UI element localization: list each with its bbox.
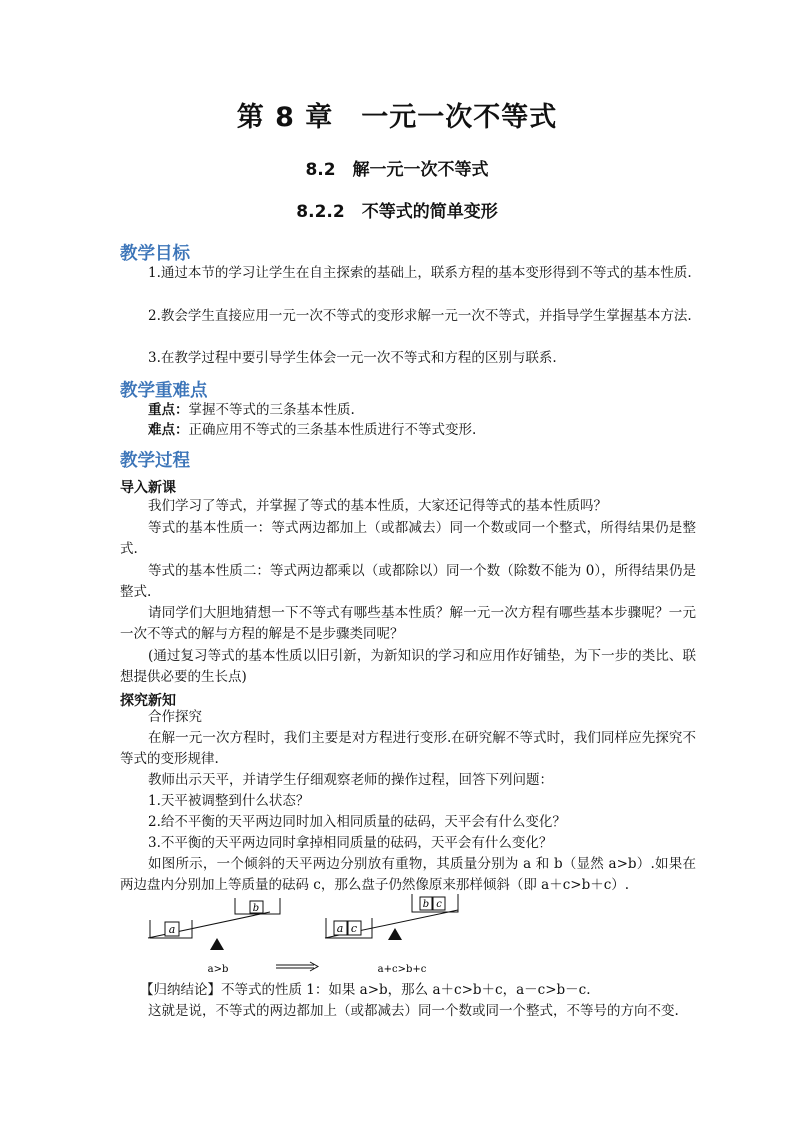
intro-paragraph: 我们学习了等式，并掌握了等式的基本性质，大家还记得等式的基本性质吗？ — [148, 498, 607, 514]
objective-item: 1.通过本节的学习让学生在自主探索的基础上，联系方程的基本变形得到不等式的基本性质. — [148, 265, 692, 281]
balance-left — [148, 898, 280, 975]
key-point-label: 重点： — [148, 402, 189, 418]
figure-paragraph: 如图所示，一个倾斜的天平两边分别放有重物，其质量分别为 a 和 b（显然 a>b）.如果在两边盘内分别加上等质量的砝码 c，那么盘子仍然像原来那样倾斜（即 a＋c>b＋c）. — [120, 856, 696, 893]
objective-item: 2.教会学生直接应用一元一次不等式的变形求解一元一次不等式，并指导学生掌握基本方法. — [148, 308, 692, 324]
chapter-title: 第 8 章 一元一次不等式 — [236, 102, 558, 133]
weight-c-label: c — [350, 922, 358, 935]
intro-paragraph: (通过复习等式的基本性质以旧引新，为新知识的学习和应用作好铺垫，为下一步的类比、联想提供必要的生长点) — [120, 648, 696, 685]
left-caption: a>b — [207, 964, 229, 975]
intro-paragraph: 等式的基本性质一：等式两边都加上（或都减去）同一个数或同一个整式，所得结果仍是整式. — [120, 520, 696, 557]
weight-a-label: a — [168, 923, 176, 936]
weight-b-label: b — [422, 899, 430, 910]
conclusion-line: 【归纳结论】不等式的性质 1：如果 a>b，那么 a＋c>b＋c，a－c>b－c. — [140, 982, 591, 998]
weight-b-label: b — [252, 903, 260, 914]
explore-paragraph: 教师出示天平，并请学生仔细观察老师的操作过程，回答下列问题： — [148, 772, 553, 788]
weight-c-label: c — [436, 899, 442, 910]
key-points-heading: 教学重难点 — [120, 381, 208, 401]
key-point-text: 掌握不等式的三条基本性质. — [188, 402, 355, 418]
subsection-title: 8.2.2 不等式的简单变形 — [296, 202, 498, 222]
explore-subheading: 合作探究 — [148, 709, 202, 725]
explore-paragraph: 在解一元一次方程时，我们主要是对方程进行变形.在研究解不等式时，我们同样应先探究不等式的变形规律. — [120, 730, 696, 767]
transition-arrow — [276, 962, 318, 971]
right-caption: a+c>b+c — [377, 964, 427, 975]
summary-line: 这就是说，不等式的两边都加上（或都减去）同一个数或同一个整式，不等号的方向不变. — [148, 1003, 679, 1019]
key-point-line — [148, 400, 355, 421]
process-heading: 教学过程 — [120, 451, 190, 471]
objective-item: 3.在教学过程中要引导学生体会一元一次不等式和方程的区别与联系. — [148, 350, 557, 366]
intro-heading: 导入新课 — [120, 480, 176, 496]
intro-paragraph: 等式的基本性质二：等式两边都乘以（或都除以）同一个数（除数不能为 0），所得结果仍是整式. — [120, 563, 696, 600]
intro-paragraph: 请同学们大胆地猜想一下不等式有哪些基本性质？解一元一次方程有哪些基本步骤呢？一元一次不等式的解与方程的解是不是步骤类同呢？ — [120, 605, 696, 642]
question-item: 3.不平衡的天平两边同时拿掉相同质量的砝码，天平会有什么变化？ — [148, 835, 553, 851]
weight-a-label: a — [336, 922, 344, 935]
difficulty-text: 正确应用不等式的三条基本性质进行不等式变形. — [188, 422, 477, 438]
objectives-heading: 教学目标 — [120, 244, 190, 264]
difficulty-line — [148, 420, 476, 441]
section-title: 8.2 解一元一次不等式 — [305, 160, 489, 180]
question-item: 2.给不平衡的天平两边同时加入相同质量的砝码，天平会有什么变化？ — [148, 814, 566, 830]
balance-diagram — [140, 890, 560, 980]
question-item: 1.天平被调整到什么状态？ — [148, 793, 310, 809]
difficulty-label: 难点： — [148, 422, 189, 438]
explore-heading: 探究新知 — [120, 693, 176, 709]
balance-right — [325, 894, 458, 975]
